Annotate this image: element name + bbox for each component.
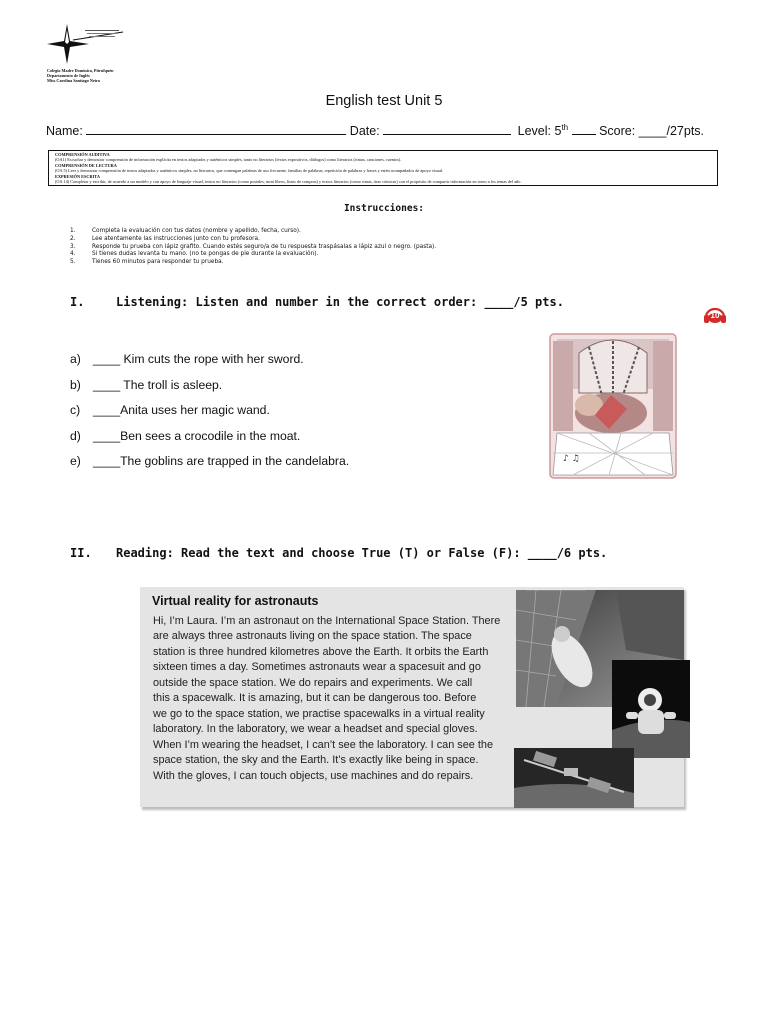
instruction-text: Si tienes dudas levanta tu mano. (no te pongas de pie durante la evaluación). bbox=[92, 251, 319, 258]
spacewalk-astronaut-photo bbox=[612, 660, 690, 758]
item-letter: c) bbox=[70, 403, 81, 417]
instruction-item bbox=[70, 259, 436, 267]
item-text: ____ Kim cuts the rope with her sword. bbox=[93, 352, 304, 366]
instruction-item bbox=[70, 228, 436, 236]
item-letter: e) bbox=[70, 454, 81, 468]
section-2-heading bbox=[70, 546, 607, 560]
item-letter: b) bbox=[70, 377, 81, 392]
instruction-number: 5. bbox=[70, 259, 76, 266]
objective-header: COMPRENSIÓN DE LECTURA bbox=[55, 162, 117, 168]
instruction-number: 4. bbox=[70, 251, 76, 258]
item-text: ____ The troll is asleep. bbox=[93, 377, 223, 392]
teacher-name: Miss Carolina Santiago Neira bbox=[47, 78, 100, 83]
reading-line: laboratory. In the laboratory, we wear a headset and special gloves. bbox=[153, 723, 478, 736]
reading-line: sixteen times a day. Sometimes astronauts wear a spacesuit and go bbox=[153, 661, 481, 674]
list-item bbox=[70, 403, 349, 429]
instruction-text: Completa la evaluación con tus datos (nombre y apellido, fecha, curso). bbox=[92, 228, 301, 234]
audio-track-number: 10 bbox=[710, 311, 720, 320]
reading-line: When I’m wearing the headset, I can’t see the laboratory. I can see the bbox=[153, 738, 494, 751]
department-name: Departamento de Inglés bbox=[47, 73, 90, 78]
student-info-row bbox=[46, 123, 704, 138]
date-field[interactable] bbox=[383, 123, 511, 135]
reading-line: this a spacewalk. It is amazing, but it can be dangerous too. Before bbox=[153, 692, 477, 705]
reading-title: Virtual reality for astronauts bbox=[152, 594, 319, 608]
list-item bbox=[70, 454, 349, 480]
instructions-list bbox=[70, 228, 436, 267]
reading-line: are always three astronauts living on the space station. The space bbox=[153, 630, 472, 643]
listening-items bbox=[70, 352, 349, 480]
list-item bbox=[70, 378, 349, 404]
list-item bbox=[70, 352, 349, 378]
reading-line: With the gloves, I can touch objects, use machines and do repairs. bbox=[153, 769, 474, 782]
list-item bbox=[70, 429, 349, 455]
section-1-number: I. bbox=[70, 295, 85, 309]
castle-troll-illustration bbox=[549, 333, 677, 479]
instruction-number: 2. bbox=[70, 235, 76, 242]
item-text: ____Ben sees a crocodile in the moat. bbox=[93, 428, 301, 443]
instruction-item bbox=[70, 236, 436, 244]
reading-line: outside the space station. We do repairs and experiments. We call bbox=[153, 676, 473, 689]
instruction-text: Tienes 60 minutos para responder tu prueba. bbox=[92, 259, 224, 266]
reading-line: we go to the space station, we practise spacewalks in a virtual reality bbox=[153, 707, 485, 720]
school-name: Colegio Madre Dominica, Pitrufquén bbox=[47, 68, 114, 73]
objective-line: (OA 14) Completar y escribir, de acuerdo a un modelo y con apoyo de lenguaje visual, textos no literarios (como postales, mini libros, listas de compras) y textos literarios (como rimas, tiras cómicas) con el propósito de compartir información en torno a los temas del año. bbox=[55, 179, 522, 185]
level-text: Level: 5 bbox=[517, 124, 562, 139]
objectives-box bbox=[48, 150, 718, 186]
objective-header: EXPRESIÓN ESCRITA bbox=[55, 173, 100, 179]
audio-track-badge[interactable] bbox=[703, 306, 727, 324]
school-header bbox=[47, 68, 113, 83]
level-label bbox=[518, 124, 568, 138]
objective-line: (OA 5) Leer y demostrar comprensión de textos adaptados y auténticos simples, no literarios, que contengan palabras de uso frecuente, familias de palabras, repetición de palabras y frases y estén acompañados de apoyo visual. bbox=[55, 168, 444, 174]
date-label: Date: bbox=[349, 124, 380, 139]
instruction-number: 3. bbox=[70, 243, 76, 250]
item-text: ____Anita uses her magic wand. bbox=[93, 403, 270, 417]
score-label: Score: ____/27pts. bbox=[599, 124, 705, 139]
section-2-number: II. bbox=[70, 546, 92, 560]
objective-line: (OA1) Escuchar y demostrar comprensión de información explícita en textos adaptados y auténticos simples, tanto no literarios (textos expositivos, diálogos) como literarios (rimas, canciones, cuentos). bbox=[55, 157, 402, 163]
school-logo bbox=[45, 22, 125, 66]
space-station-photo bbox=[514, 748, 634, 808]
section-1-heading bbox=[70, 295, 564, 309]
section-1-title: Listening: Listen and number in the correct order: ____/5 pts. bbox=[116, 295, 564, 309]
instruction-item bbox=[70, 251, 436, 259]
level-field[interactable] bbox=[572, 123, 596, 135]
instruction-text: Responde tu prueba con lápiz grafito. Cuando estés seguro/a de tu respuesta traspásalas a lápiz azul o negro. (pasta). bbox=[92, 243, 437, 250]
item-letter: d) bbox=[70, 428, 81, 443]
instruction-number: 1. bbox=[70, 228, 76, 234]
name-label: Name: bbox=[46, 124, 83, 139]
item-text: ____The goblins are trapped in the candelabra. bbox=[93, 454, 350, 468]
instruction-text: Lee atentamente las instrucciones junto con tu profesora. bbox=[92, 235, 260, 242]
reading-line: station is three hundred kilometres above the Earth. It orbits the Earth bbox=[153, 645, 489, 658]
section-2-title: Reading: Read the text and choose True (T) or False (F): ____/6 pts. bbox=[116, 546, 608, 560]
reading-line: space station, the sky and the Earth. It’s exactly like being in space. bbox=[153, 754, 479, 767]
name-field[interactable] bbox=[86, 123, 346, 135]
level-superscript: th bbox=[561, 123, 569, 132]
objective-header: COMPRENSIÓN AUDITIVA bbox=[55, 152, 110, 157]
item-letter: a) bbox=[70, 352, 81, 366]
page-title: English test Unit 5 bbox=[325, 93, 443, 109]
svg-text:♪ ♫: ♪ ♫ bbox=[563, 454, 580, 464]
instructions-title: Instrucciones: bbox=[343, 203, 425, 214]
reading-line: Hi, I’m Laura. I’m an astronaut on the International Space Station. There bbox=[153, 615, 501, 627]
reading-text bbox=[153, 614, 518, 784]
